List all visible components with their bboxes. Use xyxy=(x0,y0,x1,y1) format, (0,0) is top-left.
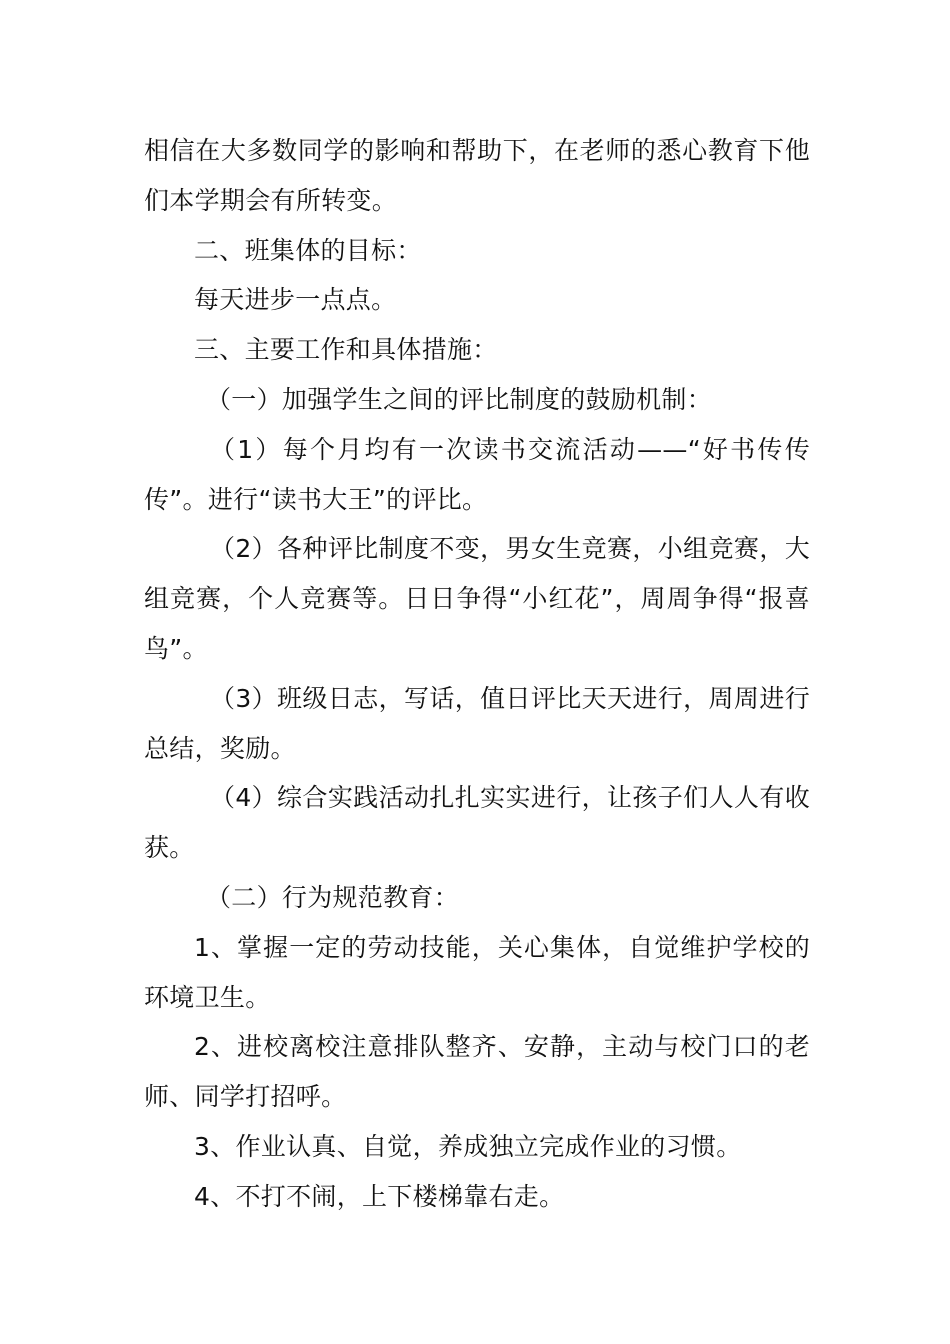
section-heading-measures: 三、主要工作和具体措施： xyxy=(194,335,498,365)
behavior-item-3: 3、作业认真、自觉，养成独立完成作业的习惯。 xyxy=(194,1131,742,1161)
paragraph-continuation: 相信在大多数同学的影响和帮助下，在老师的悉心教育下他们本学期会有所转变。 xyxy=(144,136,810,215)
section-heading-goal: 二、班集体的目标： xyxy=(194,235,422,265)
subsection-heading-behavior: （二）行为规范教育： xyxy=(206,882,460,912)
list-item-3: （3）班级日志，写话，值日评比天天进行，周周进行总结，奖励。 xyxy=(144,683,810,763)
list-item-1: （1）每个月均有一次读书交流活动——“好书传传传”。进行“读书大王”的评比。 xyxy=(144,434,810,514)
list-item-4: （4）综合实践活动扎扎实实进行，让孩子们人人有收获。 xyxy=(144,783,810,863)
document-body xyxy=(144,126,810,1222)
behavior-item-4: 4、不打不闹，上下楼梯靠右走。 xyxy=(194,1181,565,1211)
list-item-2: （2）各种评比制度不变，男女生竞赛，小组竞赛，大组竞赛，个人竞赛等。日日争得“小红花”，周周争得“报喜鸟”。 xyxy=(144,534,810,663)
behavior-item-1: 1、掌握一定的劳动技能，关心集体，自觉维护学校的环境卫生。 xyxy=(144,932,810,1012)
behavior-item-2: 2、进校离校注意排队整齐、安静，主动与校门口的老师、同学打招呼。 xyxy=(144,1032,810,1112)
subsection-heading-evaluation: （一）加强学生之间的评比制度的鼓励机制： xyxy=(206,384,713,414)
paragraph-goal: 每天进步一点点。 xyxy=(194,285,397,315)
